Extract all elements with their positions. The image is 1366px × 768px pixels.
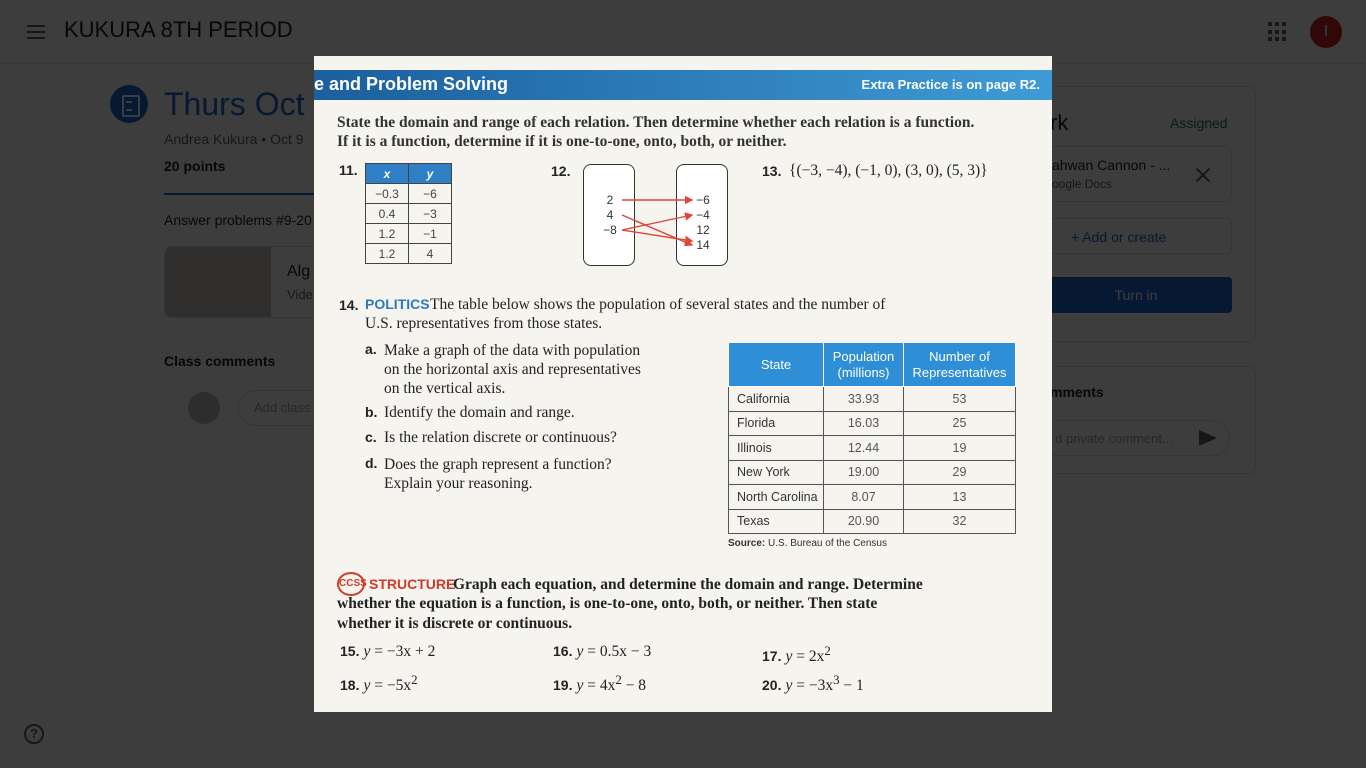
part-d-line: Explain your reasoning. xyxy=(384,475,533,492)
problem-14-number: 14. xyxy=(339,297,359,313)
equation-number: 18. xyxy=(340,677,360,694)
table-header-representatives: Number of Representatives xyxy=(904,343,1016,387)
equation-exponent: 2 xyxy=(615,672,622,687)
banner-extra-practice: Extra Practice is on page R2. xyxy=(861,77,1040,92)
source-label: Source: xyxy=(728,538,766,549)
equation-number: 19. xyxy=(553,677,573,694)
table-header-population: Population (millions) xyxy=(824,343,904,387)
intro-line-1: State the domain and range of each relation. Then determine whether each relation is a function. xyxy=(337,114,975,131)
equation-rhs: = −3x + 2 xyxy=(370,643,436,660)
problem-11-table xyxy=(365,163,452,264)
p11-cell: 0.4 xyxy=(366,204,409,224)
equation-tail: − 8 xyxy=(621,677,647,695)
equation-exponent: 2 xyxy=(824,643,831,658)
equation-rhs: = 2x xyxy=(792,648,825,666)
equation-lhs: y xyxy=(576,643,584,660)
equation-lhs: y xyxy=(363,677,371,695)
part-d-line: Does the graph represent a function? xyxy=(384,456,612,473)
problem-12-number: 12. xyxy=(551,163,571,179)
table-cell: 16.03 xyxy=(824,411,904,436)
intro-instructions xyxy=(337,113,974,151)
part-d-label: d. xyxy=(365,455,378,471)
table-cell: 29 xyxy=(904,460,1016,485)
equation-rhs: = 0.5x − 3 xyxy=(583,643,652,660)
intro-line-2: If it is a function, determine if it is one-to-one, onto, both, or neither. xyxy=(337,133,787,150)
p11-cell: 4 xyxy=(409,244,452,264)
table-cell: 8.07 xyxy=(824,485,904,510)
p11-cell: −6 xyxy=(409,184,452,204)
p11-cell: −1 xyxy=(409,224,452,244)
part-d-text xyxy=(384,455,612,493)
table-row xyxy=(729,387,1016,412)
p11-header-y: y xyxy=(409,164,452,184)
table-cell: 12.44 xyxy=(824,436,904,461)
equation-number: 15. xyxy=(340,643,360,659)
structure-label: STRUCTURE xyxy=(369,576,456,592)
table-cell: 25 xyxy=(904,411,1016,436)
part-b-text: Identify the domain and range. xyxy=(384,404,575,421)
equation-tail: − 1 xyxy=(839,677,864,695)
p11-header-x: x xyxy=(366,164,409,184)
part-a-line: on the vertical axis. xyxy=(384,380,506,397)
table-cell: 33.93 xyxy=(824,387,904,412)
table-cell: 19.00 xyxy=(824,460,904,485)
problem-13-set: {(−3, −4), (−1, 0), (3, 0), (5, 3)} xyxy=(789,162,988,179)
part-b-label: b. xyxy=(365,404,378,420)
equation-number: 16. xyxy=(553,643,573,659)
equation-17 xyxy=(762,643,831,666)
equation-number: 20. xyxy=(762,677,782,694)
population-table xyxy=(728,342,1016,534)
equation-rhs: = −3x xyxy=(792,677,834,695)
p11-cell: −0.3 xyxy=(366,184,409,204)
table-header-state: State xyxy=(729,343,824,387)
politics-label: POLITICS xyxy=(365,296,430,312)
p11-cell: −3 xyxy=(409,204,452,224)
table-cell: New York xyxy=(729,460,824,485)
domain-value: −8 xyxy=(603,223,617,237)
part-a-line: Make a graph of the data with population xyxy=(384,342,641,359)
structure-line-3: whether it is discrete or continuous. xyxy=(337,615,573,632)
image-viewer xyxy=(314,56,1052,712)
table-cell: 32 xyxy=(904,509,1016,534)
equation-19 xyxy=(553,672,646,695)
equation-exponent: 3 xyxy=(833,672,840,687)
equation-18 xyxy=(340,672,418,695)
equation-lhs: y xyxy=(785,677,793,695)
problem-14-line-1: The table below shows the population of several states and the number of xyxy=(430,296,886,313)
textbook-banner xyxy=(314,70,1052,100)
equation-exponent: 2 xyxy=(411,672,418,687)
range-value: −6 xyxy=(696,193,710,207)
table-cell: California xyxy=(729,387,824,412)
equation-lhs: y xyxy=(785,648,793,666)
table-row xyxy=(729,509,1016,534)
equation-rhs: = 4x xyxy=(583,677,616,695)
domain-value: 4 xyxy=(606,208,614,222)
ccss-badge: CCSS xyxy=(337,572,365,596)
p11-cell: 1.2 xyxy=(366,224,409,244)
equation-16 xyxy=(553,643,651,661)
domain-value: 2 xyxy=(606,193,614,207)
equation-rhs: = −5x xyxy=(370,677,412,695)
range-value: 12 xyxy=(696,223,710,237)
table-cell: Illinois xyxy=(729,436,824,461)
equation-number: 17. xyxy=(762,648,782,665)
table-row xyxy=(729,485,1016,510)
part-a-text xyxy=(384,341,641,398)
p11-cell: 1.2 xyxy=(366,244,409,264)
range-value: 14 xyxy=(696,238,710,252)
part-a-line: on the horizontal axis and representatives xyxy=(384,361,641,378)
part-c-label: c. xyxy=(365,429,377,445)
equation-15 xyxy=(340,643,435,661)
table-cell: 53 xyxy=(904,387,1016,412)
equation-lhs: y xyxy=(363,643,371,660)
table-row xyxy=(729,436,1016,461)
equation-20 xyxy=(762,672,864,695)
table-cell: Texas xyxy=(729,509,824,534)
structure-line-1: Graph each equation, and determine the domain and range. Determine xyxy=(453,576,923,593)
mapping-arrows xyxy=(610,194,700,254)
table-row xyxy=(729,460,1016,485)
problem-13-number: 13. xyxy=(762,163,782,179)
table-cell: 19 xyxy=(904,436,1016,461)
range-value: −4 xyxy=(696,208,710,222)
problem-14-line-2: U.S. representatives from those states. xyxy=(365,315,603,332)
part-a-label: a. xyxy=(365,341,377,357)
problem-11-number: 11. xyxy=(339,162,358,178)
table-row xyxy=(729,411,1016,436)
banner-section-title: e and Problem Solving xyxy=(314,74,509,94)
structure-line-2: whether the equation is a function, is one-to-one, onto, both, or neither. Then state xyxy=(337,595,878,612)
table-cell: North Carolina xyxy=(729,485,824,510)
equation-lhs: y xyxy=(576,677,584,695)
table-cell: Florida xyxy=(729,411,824,436)
part-c-text: Is the relation discrete or continuous? xyxy=(384,429,617,446)
source-text: U.S. Bureau of the Census xyxy=(768,538,887,549)
table-cell: 13 xyxy=(904,485,1016,510)
table-source xyxy=(728,538,887,549)
table-cell: 20.90 xyxy=(824,509,904,534)
